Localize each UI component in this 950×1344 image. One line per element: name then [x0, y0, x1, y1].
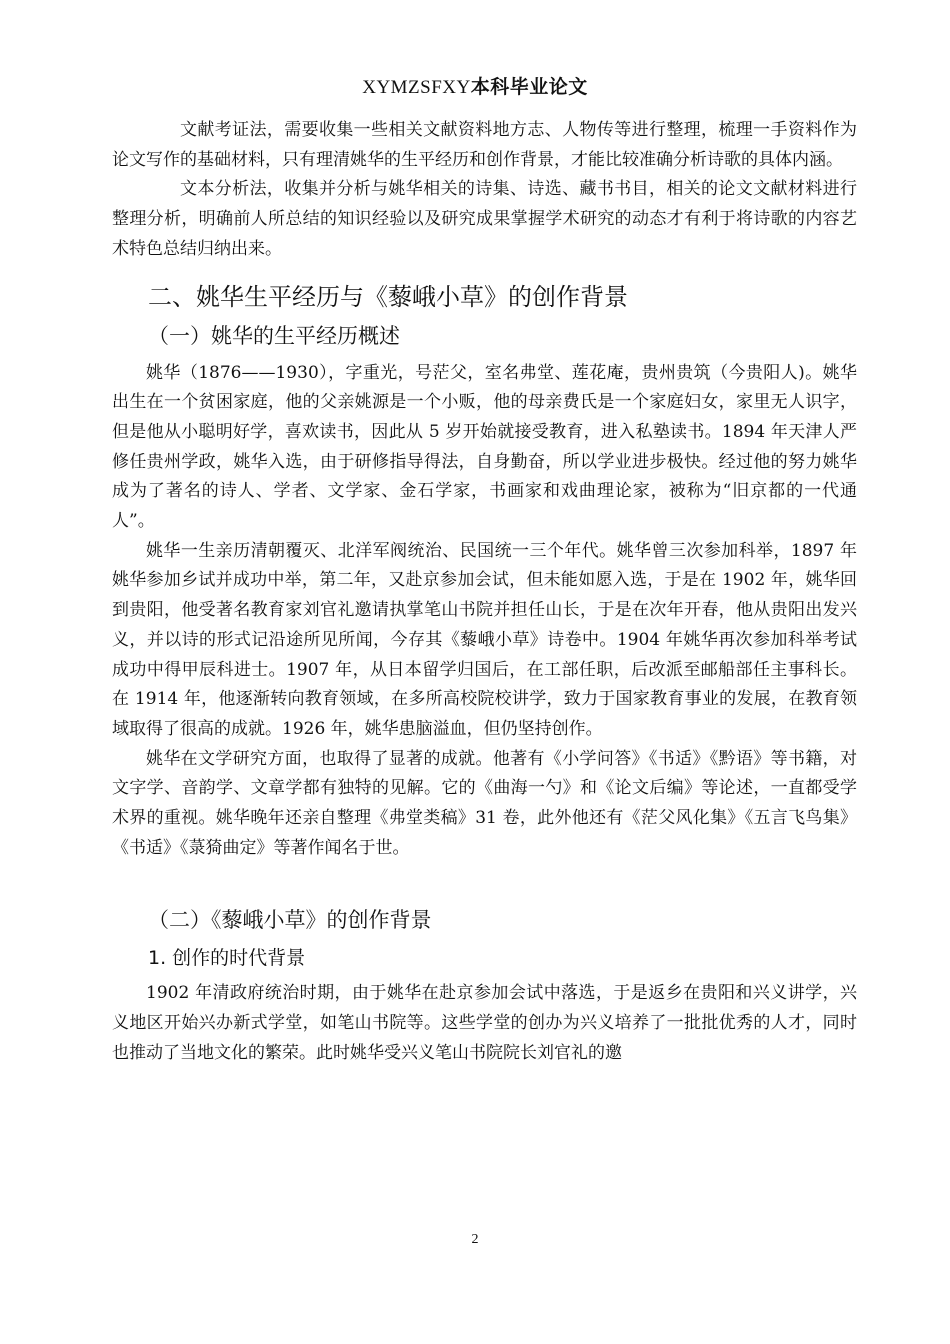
header-title-zh: 本科毕业论文 — [470, 76, 588, 98]
header-title-en: XYMZSFXY — [362, 77, 471, 98]
page-content — [112, 116, 857, 1069]
subsection-heading-life: （一）姚华的生平经历概述 — [148, 323, 400, 348]
paragraph-text-analysis-method: 文本分析法，收集并分析与姚华相关的诗集、诗选、藏书书目，相关的论文文献材料进行整理分析，明确前人所总结的知识经验以及研究成果掌握学术研究的动态才有利于将诗歌的内容艺术特色总结归纳出来。 — [112, 179, 857, 259]
page-number: 2 — [471, 1232, 479, 1247]
paragraph-era-background: 1902 年清政府统治时期，由于姚华在赴京参加会试中落选，于是返乡在贵阳和兴义讲学，兴义地区开始兴办新式学堂，如笔山书院等。这些学堂的创办为兴义培养了一批批优秀的人才，同时也推动了当地文化的繁荣。此时姚华受兴义笔山书院院长刘官礼的邀 — [112, 983, 857, 1063]
subsection-heading-background: （二）《藜峨小草》的创作背景 — [148, 908, 432, 933]
section-heading: 二、姚华生平经历与《藜峨小草》的创作背景 — [148, 282, 628, 311]
spacer — [112, 863, 857, 899]
paragraph-literary-achievements: 姚华在文学研究方面，也取得了显著的成就。他著有《小学问答》《书适》《黔语》等书籍，对文字学、音韵学、文章学都有独特的见解。它的《曲海一勺》和《论文后编》等论述，一直都受学术界的重视。姚华晚年还亲自整理《弗堂类稿》31 卷，此外他还有《茫父风化集》《五言飞鸟集》《书适》《菉猗曲定》等著作闻名于世。 — [112, 748, 857, 858]
paragraph-biography: 姚华（1876——1930），字重光，号茫父，室名弗堂、莲花庵，贵州贵筑（今贵阳人)。姚华出生在一个贫困家庭，他的父亲姚源是一个小贩，他的母亲费氏是一个家庭妇女，家里无人识字，但是他从小聪明好学，喜欢读书，因此从 5 岁开始就接受教育，进入私塾读书。1894 年天津人严修任贵州学政，姚华入选，由于研修指导得法，自身勤奋，所以学业进步极快。经过他的努力姚华成为了著名的诗人、学者、文学家、金石学家，书画家和戏曲理论家，被称为“旧京都的一代通人”。 — [112, 362, 857, 532]
sub-subsection-heading-era: 1. 创作的时代背景 — [148, 947, 306, 970]
paragraph-literature-method: 文献考证法，需要收集一些相关文献资料地方志、人物传等进行整理，梳理一手资料作为论文写作的基础材料，只有理清姚华的生平经历和创作背景，才能比较准确分析诗歌的具体内涵。 — [112, 120, 857, 170]
paragraph-career: 姚华一生亲历清朝覆灭、北洋军阀统治、民国统一三个年代。姚华曾三次参加科举，1897 年姚华参加乡试并成功中举，第二年，又赴京参加会试，但未能如愿入选，于是在 1902 年，姚华回到贵阳，他受著名教育家刘官礼邀请执掌笔山书院并担任山长，于是在次年开春，他从贵阳出发兴义，并以诗的形式记沿途所见所闻，今存其《藜峨小草》诗卷中。1904 年姚华再次参加科举考试成功中得甲辰科进士。1907 年，从日本留学归国后，在工部任职，后改派至邮船部任主事科长。在 1914 年，他逐渐转向教育领域，在多所高校院校讲学，致力于国家教育事业的发展，在教育领域取得了很高的成就。1926 年，姚华患脑溢血，但仍坚持创作。 — [112, 540, 857, 739]
page-header — [0, 72, 950, 99]
